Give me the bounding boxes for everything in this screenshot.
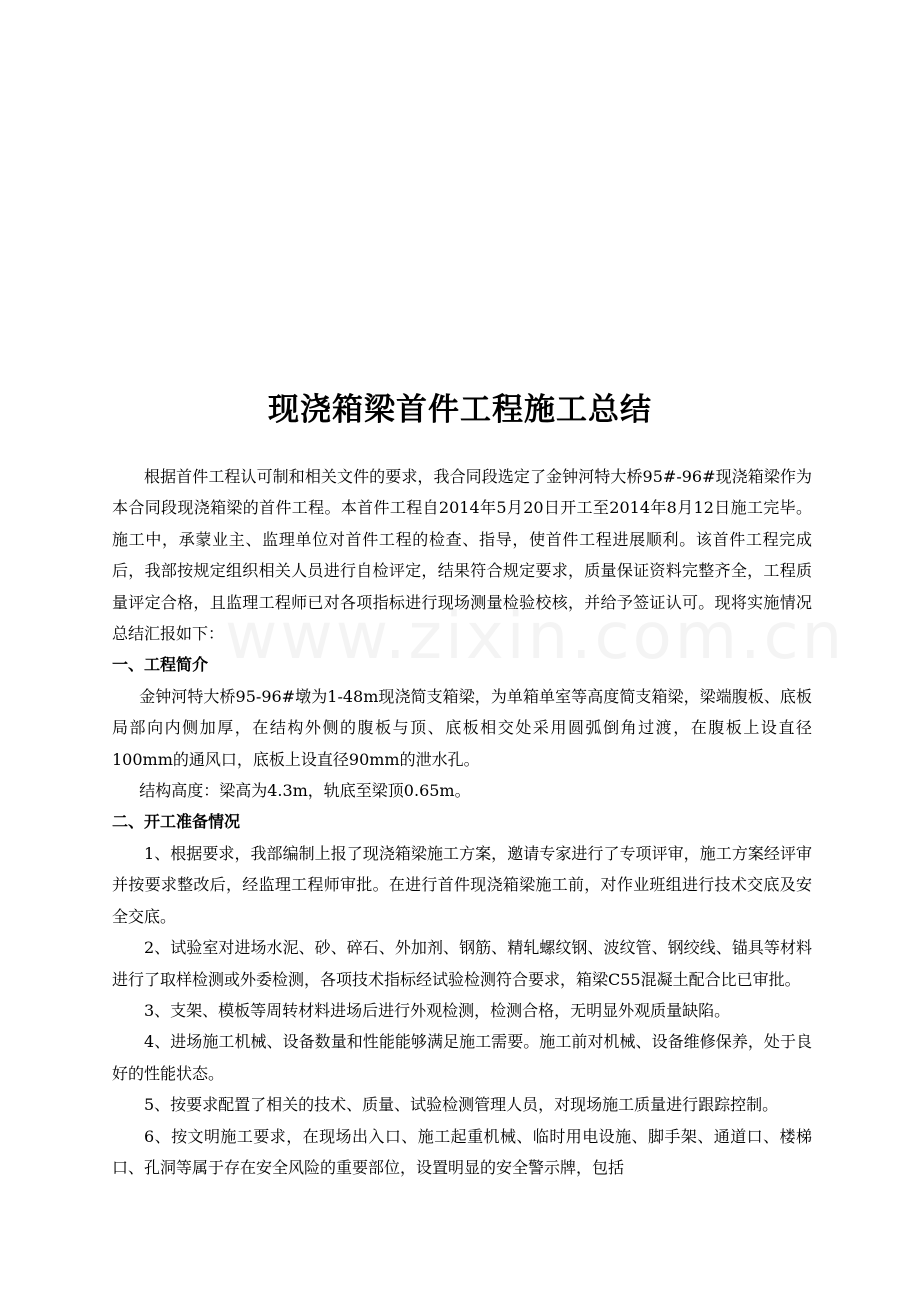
preparation-item-6: 6、按文明施工要求，在现场出入口、施工起重机械、临时用电设施、脚手架、通道口、楼梯口、孔洞等属于存在安全风险的重要部位，设置明显的安全警示牌，包括	[112, 1126, 812, 1177]
preparation-item-2: 2、试验室对进场水泥、砂、碎石、外加剂、钢筋、精轧螺纹钢、波纹管、钢绞线、锚具等材料进行了取样检测或外委检测，各项技术指标经试验检测符合要求，箱梁C55混凝土配合比已审批。	[112, 938, 812, 989]
section-heading-preparation: 二、开工准备情况	[112, 812, 241, 832]
section-heading-overview: 一、工程简介	[112, 655, 209, 675]
document-body	[112, 461, 812, 1183]
intro-paragraph: 根据首件工程认可制和相关文件的要求，我合同段选定了金钟河特大桥95#-96#现浇箱梁作为本合同段现浇箱梁的首件工程。本首件工程自2014年5月20日开工至2014年8月12日施工完毕。施工中，承蒙业主、监理单位对首件工程的检查、指导，使首件工程进展顺利。该首件工程完成后，我部按规定组织相关人员进行自检评定，结果符合规定要求，质量保证资料完整齐全，工程质量评定合格，且监理工程师已对各项指标进行现场测量检验校核，并给予签证认可。现将实施情况总结汇报如下：	[112, 467, 812, 644]
preparation-item-3: 3、支架、模板等周转材料进场后进行外观检测，检测合格，无明显外观质量缺陷。	[144, 1000, 731, 1020]
preparation-item-1: 1、根据要求，我部编制上报了现浇箱梁施工方案，邀请专家进行了专项评审，施工方案经评审并按要求整改后，经监理工程师审批。在进行首件现浇箱梁施工前，对作业班组进行技术交底及安全交底。	[112, 843, 812, 926]
document-title: 现浇箱梁首件工程施工总结	[268, 392, 652, 428]
preparation-item-5: 5、按要求配置了相关的技术、质量、试验检测管理人员，对现场施工质量进行跟踪控制。	[144, 1095, 779, 1115]
preparation-item-4: 4、进场施工机械、设备数量和性能能够满足施工需要。施工前对机械、设备维修保养，处于良好的性能状态。	[112, 1032, 812, 1083]
overview-paragraph: 金钟河特大桥95-96#墩为1-48m现浇简支箱梁，为单箱单室等高度简支箱梁，梁端腹板、底板局部向内侧加厚，在结构外侧的腹板与顶、底板相交处采用圆弧倒角过渡，在腹板上设直径100mm的通风口，底板上设直径90mm的泄水孔。	[112, 686, 812, 769]
structure-height-paragraph: 结构高度：梁高为4.3m，轨底至梁顶0.65m。	[139, 781, 471, 801]
